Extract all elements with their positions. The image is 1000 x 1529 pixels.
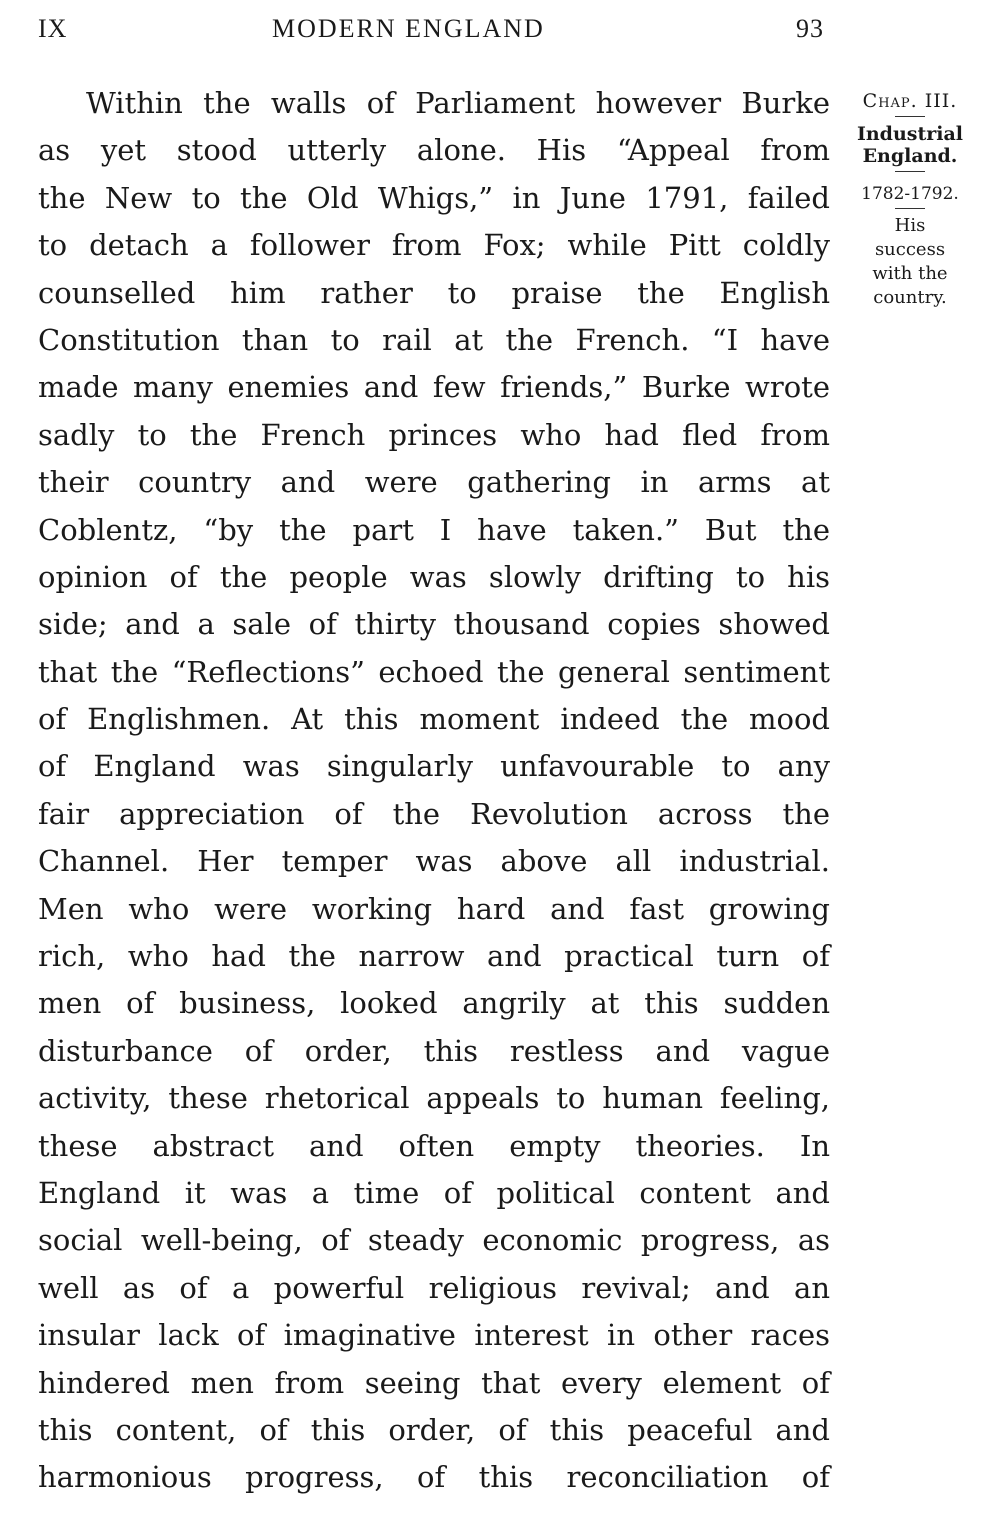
margin-subnote: success <box>874 239 946 260</box>
text-line: insular lack of imaginative interest in other races <box>38 1318 830 1353</box>
margin-heading: England. <box>862 145 958 167</box>
text-line: fair appreciation of the Revolution across the <box>38 796 830 831</box>
text-line: counselled him rather to praise the English <box>38 275 830 310</box>
text-line: Within the walls of Parliament however Burke <box>86 86 830 120</box>
text-line: disturbance of order, this restless and vague <box>38 1033 830 1068</box>
text-line: to detach a follower from Fox; while Pitt coldly <box>38 228 830 263</box>
margin-subnote: with the <box>872 263 948 284</box>
text-line: of Englishmen. At this moment indeed the mood <box>38 702 830 737</box>
text-line: made many enemies and few friends,” Burke wrote <box>38 370 830 405</box>
margin-chapter: Chap. III. <box>862 90 958 112</box>
text-line: that the “Reflections” echoed the general sentiment <box>38 654 830 689</box>
margin-dates: 1782-1792. <box>861 184 959 204</box>
margin-rule <box>895 208 925 209</box>
marginal-notes <box>846 90 974 309</box>
text-line: their country and were gathering in arms at <box>38 465 830 500</box>
text-line: Men who were working hard and fast growing <box>38 891 830 926</box>
text-line: this content, of this order, of this peaceful and <box>38 1412 830 1447</box>
margin-rule <box>895 116 925 117</box>
body-paragraph <box>38 80 830 1502</box>
text-line: hindered men from seeing that every element of <box>38 1365 830 1400</box>
text-line: England it was a time of political content and <box>38 1175 830 1210</box>
text-line: side; and a sale of thirty thousand copies showed <box>38 607 830 642</box>
text-line: opinion of the people was slowly drifting to his <box>38 559 830 594</box>
text-line: Constitution than to rail at the French. “I have <box>38 322 830 357</box>
text-line: the New to the Old Whigs,” in June 1791, failed <box>38 180 830 215</box>
margin-heading: Industrial <box>856 123 964 145</box>
text-line: harmonious progress, of this reconciliation of <box>38 1460 830 1495</box>
text-line: activity, these rhetorical appeals to human feeling, <box>38 1081 830 1116</box>
text-line: social well-being, of steady economic progress, as <box>38 1223 830 1258</box>
chapter-number: IX <box>38 14 68 43</box>
margin-subnote: country. <box>873 287 947 308</box>
running-title: MODERN ENGLAND <box>272 14 545 43</box>
margin-rule <box>895 171 925 172</box>
text-line: sadly to the French princes who had fled from <box>38 417 830 452</box>
text-line: these abstract and often empty theories. In <box>38 1128 830 1163</box>
text-line: Channel. Her temper was above all industrial. <box>38 844 830 879</box>
text-line: Coblentz, “by the part I have taken.” But the <box>38 512 830 547</box>
text-line: of England was singularly unfavourable to any <box>38 749 830 784</box>
text-line: men of business, looked angrily at this sudden <box>38 986 830 1021</box>
text-line: rich, who had the narrow and practical turn of <box>38 939 830 974</box>
text-line: as yet stood utterly alone. His “Appeal from <box>38 133 830 168</box>
text-line: well as of a powerful religious revival; and an <box>38 1270 830 1305</box>
margin-subnote: His <box>894 215 926 236</box>
running-header <box>0 14 1000 48</box>
page-number: 93 <box>796 14 824 43</box>
